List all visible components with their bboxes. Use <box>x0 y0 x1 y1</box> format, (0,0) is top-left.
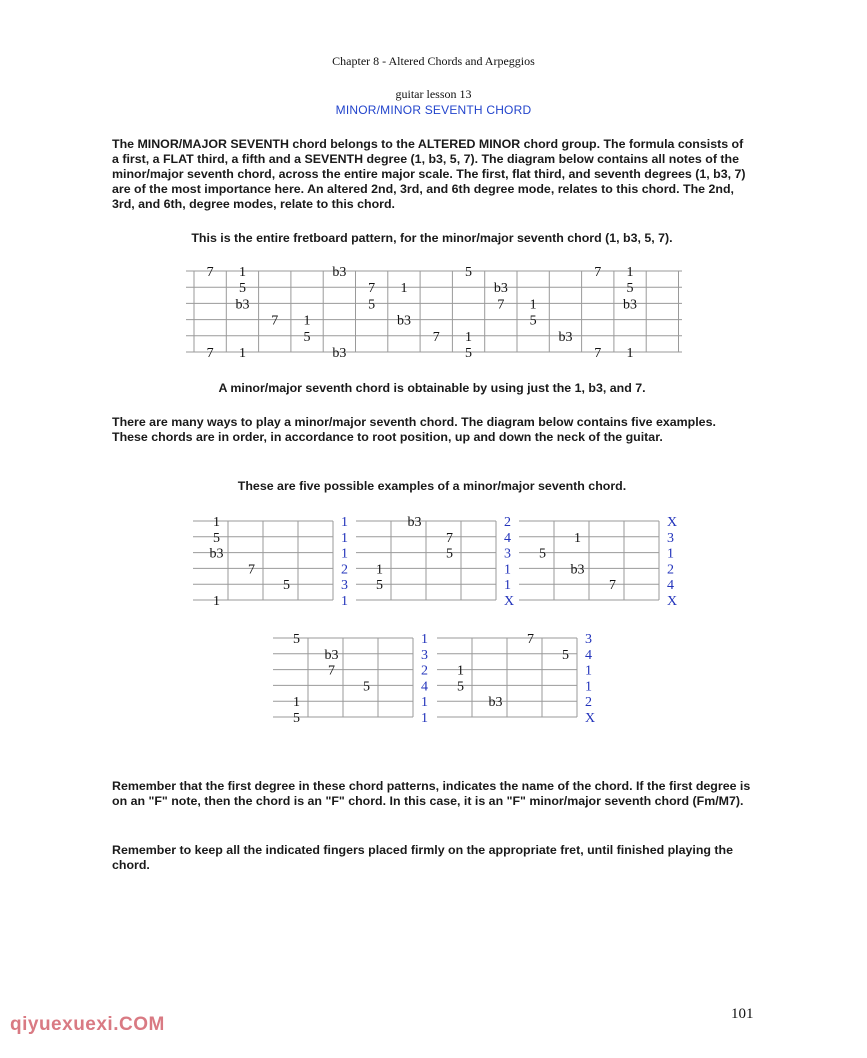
finger-number: 3 <box>585 632 592 647</box>
chord-note: 5 <box>363 679 370 695</box>
fretboard-note: 1 <box>465 329 473 345</box>
fretboard-note: 5 <box>465 265 473 280</box>
obtain-caption: A minor/major seventh chord is obtainable by using just the 1, b3, and 7. <box>218 381 646 395</box>
remember-paragraph-2: Remember to keep all the indicated fingers placed firmly on the appropriate fret, until finished playing the chord. <box>112 843 734 872</box>
finger-number: X <box>504 594 515 609</box>
finger-number: 1 <box>341 530 348 546</box>
finger-number: 1 <box>341 515 348 530</box>
fretboard-note: b3 <box>623 297 638 313</box>
chord-note: 5 <box>213 530 220 546</box>
finger-number: 3 <box>504 546 511 562</box>
chord-note: b3 <box>488 695 503 711</box>
finger-number: 1 <box>504 578 511 594</box>
chord-note: 5 <box>376 578 383 594</box>
chord-note: 1 <box>574 530 581 546</box>
fretboard-note: 7 <box>497 297 505 313</box>
finger-number: 1 <box>504 562 511 578</box>
chord-note: 5 <box>293 711 300 726</box>
finger-number: 3 <box>421 647 428 663</box>
fretboard-note: 7 <box>594 346 602 361</box>
finger-number: 2 <box>341 562 348 578</box>
fretboard-note: 1 <box>529 297 537 313</box>
finger-number: 1 <box>421 695 428 711</box>
fretboard-note: 7 <box>206 265 214 280</box>
finger-number: 1 <box>421 632 428 647</box>
finger-number: 1 <box>585 679 592 695</box>
lesson-number: guitar lesson 13 <box>395 87 472 101</box>
finger-number: X <box>667 594 678 609</box>
fretboard-note: 5 <box>368 297 376 313</box>
chord-note: 7 <box>248 562 255 578</box>
chord-note: b3 <box>570 562 585 578</box>
finger-number: 4 <box>504 530 511 546</box>
fretboard-note: b3 <box>396 313 411 329</box>
chord-note: 7 <box>446 530 453 546</box>
finger-number: X <box>585 711 596 726</box>
finger-number: 4 <box>585 647 592 663</box>
chord-note: b3 <box>324 647 339 663</box>
fretboard-note: b3 <box>332 265 347 280</box>
finger-number: 1 <box>585 663 592 679</box>
finger-number: 4 <box>421 679 428 695</box>
fretboard-note: 1 <box>238 265 246 280</box>
fretboard-note: 7 <box>206 346 214 361</box>
fretboard-note: 7 <box>594 265 602 280</box>
finger-number: 3 <box>667 530 674 546</box>
page-number: 101 <box>731 1006 754 1022</box>
chord-note: b3 <box>407 515 422 530</box>
chord-note: 1 <box>457 663 464 679</box>
finger-number: 3 <box>341 578 348 594</box>
fretboard-note: 1 <box>400 281 408 297</box>
fretboard-note: 7 <box>271 313 279 329</box>
chord-note: 5 <box>457 679 464 695</box>
finger-number: X <box>667 515 678 530</box>
intro-paragraph: The MINOR/MAJOR SEVENTH chord belongs to the ALTERED MINOR chord group. The formula consists of a first, a FLAT third, a fifth and a SEVENTH degree (1, b3, 5, 7). The diagram below contains all notes of the minor/major seventh chord, across the entire major scale. The first, flat third, and seventh degrees (1, b3, 7) are of the most importance here. An altered 2nd, 3rd, and 6th degree mode, relates to this chord. The 2nd, 3rd, and 6th, degree modes, relate to this chord. <box>112 137 746 211</box>
finger-number: 2 <box>504 515 511 530</box>
chapter-header: Chapter 8 - Altered Chords and Arpeggios <box>332 54 535 68</box>
fretboard-note: 1 <box>238 346 246 361</box>
chord-note: 7 <box>609 578 616 594</box>
chord-note: 5 <box>562 647 569 663</box>
fretboard-note: 5 <box>465 346 473 361</box>
fretboard-note: 1 <box>303 313 311 329</box>
chord-note: 5 <box>293 632 300 647</box>
finger-number: 1 <box>667 546 674 562</box>
five-examples-caption: These are five possible examples of a minor/major seventh chord. <box>237 479 627 493</box>
chord-note: 5 <box>539 546 546 562</box>
chord-note: 5 <box>446 546 453 562</box>
fretboard-note: b3 <box>235 297 250 313</box>
fretboard-note: 7 <box>432 329 440 345</box>
finger-number: 2 <box>585 695 592 711</box>
fretboard-note: 7 <box>368 281 376 297</box>
site-watermark: qiyuexuexi.COM <box>10 1014 165 1035</box>
finger-number: 1 <box>341 546 348 562</box>
lesson-title: MINOR/MINOR SEVENTH CHORD <box>335 103 532 117</box>
finger-number: 1 <box>421 711 428 726</box>
chord-note: 7 <box>328 663 335 679</box>
chord-note: 1 <box>293 695 300 711</box>
chord-note: 1 <box>376 562 383 578</box>
fretboard-note: 5 <box>529 313 537 329</box>
chord-note: 1 <box>213 594 220 609</box>
fretboard-note: 1 <box>626 346 634 361</box>
fretboard-note: b3 <box>332 346 347 361</box>
chord-note: 7 <box>527 632 534 647</box>
fretboard-note: b3 <box>493 281 508 297</box>
fretboard-note: b3 <box>558 329 573 345</box>
finger-number: 2 <box>421 663 428 679</box>
fretboard-note: 5 <box>303 329 311 345</box>
finger-number: 4 <box>667 578 674 594</box>
chord-note: 5 <box>283 578 290 594</box>
finger-number: 2 <box>667 562 674 578</box>
chord-note: b3 <box>209 546 224 562</box>
fretboard-note: 5 <box>238 281 246 297</box>
many-ways-paragraph: There are many ways to play a minor/major seventh chord. The diagram below contains five examples. These chords are in order, in accordance to root position, up and down the neck of the guitar. <box>112 415 716 444</box>
chord-note: 1 <box>213 515 220 530</box>
finger-number: 1 <box>341 594 348 609</box>
fretboard-note: 1 <box>626 265 634 280</box>
remember-paragraph-1: Remember that the first degree in these chord patterns, indicates the name of the chord. If the first degree is on an "F" note, then the chord is an "F" chord. In this case, it is an "F" minor/major seventh chord (Fm/M7). <box>112 779 751 808</box>
fretboard-caption: This is the entire fretboard pattern, for the minor/major seventh chord (1, b3, 5, 7). <box>191 231 673 245</box>
fretboard-note: 5 <box>626 281 634 297</box>
